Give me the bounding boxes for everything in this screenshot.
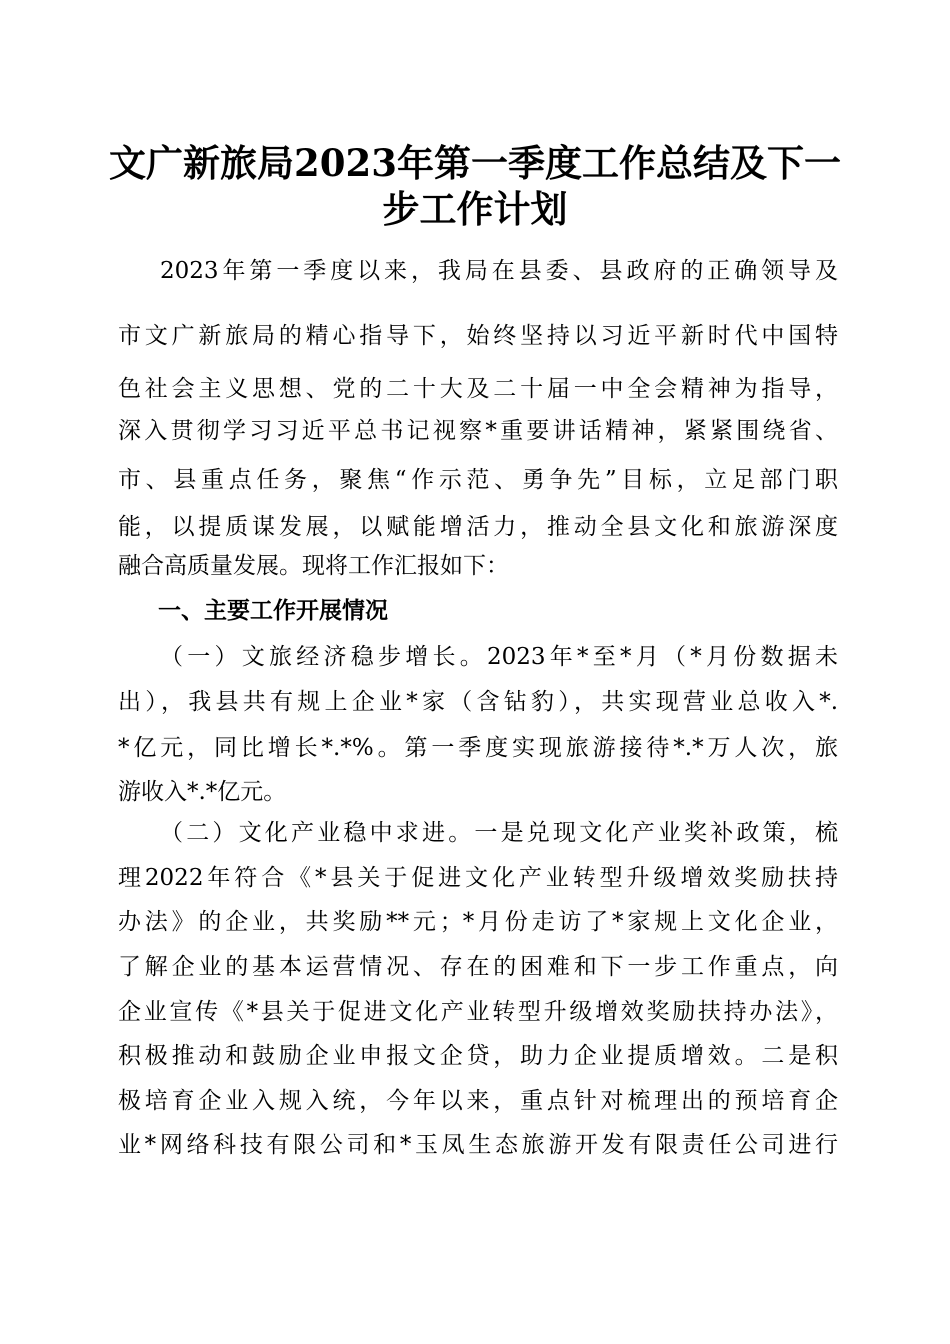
document-title-line-2: 步工作计划	[382, 187, 568, 231]
item2-line: 业*网络科技有限公司和*玉凤生态旅游开发有限责任公司进行	[118, 1132, 838, 1158]
item2-line: 极培育企业入规入统，今年以来，重点针对梳理出的预培育企	[118, 1088, 838, 1114]
intro-line: 市文广新旅局的精心指导下，始终坚持以习近平新时代中国特	[118, 323, 838, 349]
intro-line: 能，以提质谋发展，以赋能增活力，推动全县文化和旅游深度	[118, 514, 838, 540]
item2-line: 理2022年符合《*县关于促进文化产业转型升级增效奖励扶持	[118, 865, 838, 891]
item2-line: 企业宣传《*县关于促进文化产业转型升级增效奖励扶持办法》，	[118, 999, 838, 1025]
item1-line: 游收入*.*亿元。	[118, 779, 287, 805]
intro-line: 市、县重点任务，聚焦“作示范、勇争先”目标，立足部门职	[118, 467, 838, 493]
intro-line: 色社会主义思想、党的二十大及二十届一中全会精神为指导，	[118, 376, 838, 402]
document-title-line-1: 文广新旅局2023年第一季度工作总结及下一	[109, 141, 841, 185]
item1-line: *亿元，同比增长*.*%。第一季度实现旅游接待*.*万人次，旅	[118, 735, 838, 761]
item2-line: （二）文化产业稳中求进。一是兑现文化产业奖补政策，梳	[160, 820, 838, 846]
item2-line: 办法》的企业，共奖励**元；*月份走访了*家规上文化企业，	[118, 909, 838, 935]
item1-line: （一）文旅经济稳步增长。2023年*至*月（*月份数据未	[160, 644, 838, 670]
intro-line: 深入贯彻学习习近平总书记视察*重要讲话精神，紧紧围绕省、	[118, 418, 838, 444]
item2-line: 了解企业的基本运营情况、存在的困难和下一步工作重点，向	[118, 954, 838, 980]
item1-line: 出），我县共有规上企业*家（含钻豹），共实现营业总收入*.	[118, 689, 838, 715]
section-heading: 一、主要工作开展情况	[158, 598, 388, 624]
item2-line: 积极推动和鼓励企业申报文企贷，助力企业提质增效。二是积	[118, 1043, 838, 1069]
intro-line: 融合高质量发展。现将工作汇报如下：	[118, 553, 509, 579]
intro-line: 2023年第一季度以来，我局在县委、县政府的正确领导及	[160, 258, 838, 284]
